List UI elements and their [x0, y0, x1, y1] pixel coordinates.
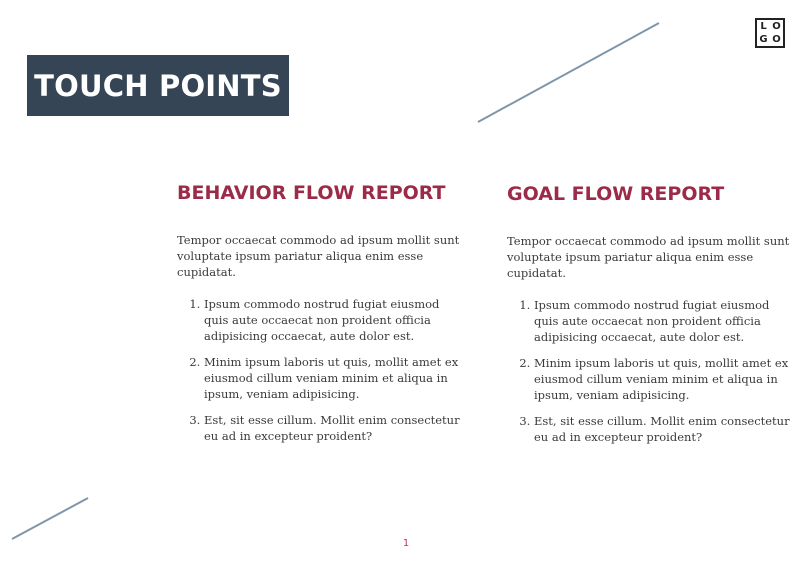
logo-letter: O — [772, 20, 781, 32]
numbered-list — [177, 296, 467, 444]
list-item: 1. Ipsum commodo nostrud fugiat eiusmod quis aute occaecat non proident officia adipisicing occaecat, aute dolor est. — [204, 296, 467, 344]
list-item: 3. Est, sit esse cillum. Mollit enim consectetur eu ad in excepteur proident? — [204, 412, 467, 444]
logo-letter: L — [760, 20, 767, 32]
logo-letter: O — [772, 33, 781, 45]
numbered-list — [507, 297, 797, 445]
section-behavior-flow — [177, 182, 467, 454]
list-item: 2. Minim ipsum laboris ut quis, mollit amet ex eiusmod cillum veniam minim et aliqua in ipsum, veniam adipisicing. — [204, 354, 467, 402]
list-item: 1. Ipsum commodo nostrud fugiat eiusmod quis aute occaecat non proident officia adipisicing occaecat, aute dolor est. — [534, 297, 797, 345]
title-banner — [27, 55, 289, 116]
page-number: 1 — [402, 538, 410, 549]
section-heading: BEHAVIOR FLOW REPORT — [177, 182, 446, 204]
section-intro: Tempor occaecat commodo ad ipsum mollit sunt voluptate ipsum pariatur aliqua enim esse cupidatat. — [177, 233, 460, 279]
section-heading: GOAL FLOW REPORT — [507, 183, 725, 205]
list-item: 3. Est, sit esse cillum. Mollit enim consectetur eu ad in excepteur proident? — [534, 413, 797, 445]
page-title: TOUCH POINTS — [34, 68, 282, 103]
section-goal-flow — [507, 183, 797, 455]
section-intro: Tempor occaecat commodo ad ipsum mollit sunt voluptate ipsum pariatur aliqua enim esse cupidatat. — [507, 234, 790, 280]
logo — [755, 18, 785, 48]
top-diagonal-line — [478, 23, 659, 122]
bottom-diagonal-line — [12, 498, 88, 539]
logo-letter: G — [759, 33, 768, 45]
list-item: 2. Minim ipsum laboris ut quis, mollit amet ex eiusmod cillum veniam minim et aliqua in ipsum, veniam adipisicing. — [534, 355, 797, 403]
